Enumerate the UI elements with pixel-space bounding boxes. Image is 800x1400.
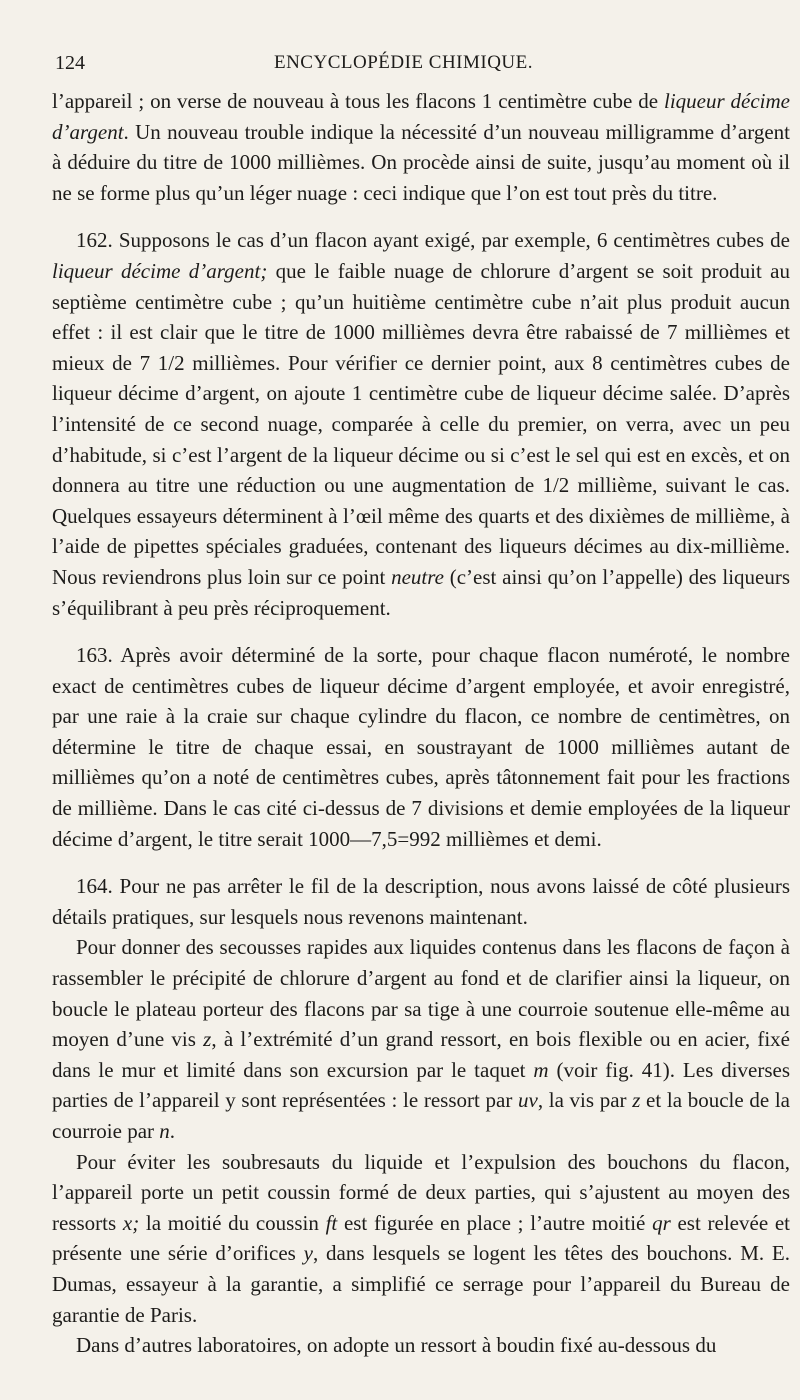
italic-term: m bbox=[533, 1057, 549, 1082]
paragraph bbox=[52, 86, 790, 208]
italic-term: liqueur décime d’argent; bbox=[52, 258, 268, 283]
text-run: . Un nouveau trouble indique la nécessité d’un nouveau milligramme d’argent à déduire du titre de 1000 millièmes. On procède ainsi de suite, jusqu’au moment où il ne se forme plus qu’un léger nuage : ceci indique que l’on est tout près du titre. bbox=[52, 119, 790, 205]
text-run: (voir fig. 41). Les diverses parties de l’appareil y sont représentées : le ressort par bbox=[52, 1057, 790, 1113]
text-run: 163. Après avoir déterminé de la sorte, pour chaque flacon numéroté, le nombre exact de centimètres cubes de liqueur décime d’argent employée, et avoir enregistré, par une raie à la craie sur chaque cylindre du flacon, ce nombre de centimètres, on détermine le titre de chaque essai, en soustrayant de 1000 millièmes autant de millièmes qu’on a noté de centimètres cubes, après tâtonnement fait pour les fractions de millième. Dans le cas cité ci-dessus de 7 divisions et demie employées de la liqueur décime d’argent, le titre serait 1000—7,5=992 millièmes et demi. bbox=[52, 643, 790, 851]
page-header bbox=[55, 52, 752, 82]
text-run: est relevée et présente une série d’orifices bbox=[52, 1210, 790, 1266]
italic-term: liqueur décime d’argent bbox=[52, 89, 791, 144]
italic-term: x; bbox=[122, 1210, 140, 1235]
text-run: 164. Pour ne pas arrêter le fil de la description, nous avons laissé de côté plusieurs détails pratiques, sur lesquels nous revenons maintenant. bbox=[52, 874, 790, 929]
text-run: et la boucle de la courroie par bbox=[52, 1088, 790, 1143]
paragraph bbox=[52, 871, 790, 932]
text-run: que le faible nuage de chlorure d’argent se soit produit au septième centimètre cube ; qu’un huitième centimètre cube n’ait plus produit aucun effet : il est clair que le titre de 1000 millièmes devra être rabaissé de 7 millièmes et mieux de 7 1/2 millièmes. Pour vérifier ce dernier point, aux 8 centimètres cubes de liqueur décime d’argent, on ajoute 1 centimètre cube de liqueur décime salée. D’après l’intensité de ce second nuage, comparée à celle du premier, on verra, avec un peu d’habitude, si c’est l’argent de la liqueur décime ou si c’est le sel qui est en excès, et on donnera au titre une réduction ou une augmentation de 1/2 millième, suivant le cas. Quelques essayeurs déterminent à l’œil même des quarts et des dixièmes de millième, à l’aide de pipettes spéciales graduées, contenant des liqueurs décimes au dix-millième. Nous reviendrons plus loin sur ce point bbox=[52, 258, 790, 589]
text-run: (c’est ainsi qu’on l’appelle) des liqueurs s’équilibrant à peu près réciproquement. bbox=[52, 564, 791, 620]
text-run: Pour éviter les soubresauts du liquide et l’expulsion des bouchons du flacon, l’appareil porte un petit coussin formé de deux parties, qui s’ajustent au moyen des ressorts bbox=[52, 1149, 790, 1235]
paragraph bbox=[52, 1147, 790, 1331]
text-run: 162. Supposons le cas d’un flacon ayant exigé, par exemple, 6 centimètres cubes de bbox=[76, 228, 790, 253]
body-text bbox=[52, 86, 790, 1361]
paragraph bbox=[52, 932, 790, 1146]
text-run: , dans lesquels se logent les têtes des bouchons. M. E. Dumas, essayeur à la garantie, a simplifié ce serrage pour l’appareil du Bureau de garantie de Paris. bbox=[52, 1241, 790, 1327]
text-run: , à l’extrémité d’un grand ressort, en bois flexible ou en acier, fixé dans le mur et limité dans son excursion par le taquet bbox=[52, 1027, 790, 1082]
text-run: Dans d’autres laboratoires, on adopte un ressort à boudin fixé au-dessous du bbox=[76, 1333, 717, 1358]
text-run: l’appareil ; on verse de nouveau à tous les flacons 1 centimètre cube de bbox=[52, 89, 664, 113]
paragraph bbox=[52, 1330, 790, 1361]
italic-term: z bbox=[203, 1027, 212, 1052]
italic-term: neutre bbox=[391, 564, 444, 589]
paragraph bbox=[52, 225, 790, 623]
text-run: la moitié du coussin bbox=[139, 1210, 326, 1235]
italic-term: z bbox=[632, 1088, 641, 1113]
text-run: , la vis par bbox=[537, 1088, 633, 1113]
italic-term: uv bbox=[517, 1088, 538, 1113]
italic-term: n bbox=[159, 1119, 170, 1143]
italic-term: qr bbox=[652, 1210, 671, 1235]
italic-term: ft bbox=[325, 1210, 338, 1235]
italic-term: y bbox=[303, 1241, 313, 1266]
page-number: 124 bbox=[55, 52, 85, 74]
text-run: est figurée en place ; l’autre moitié bbox=[337, 1210, 653, 1235]
text-run: Pour donner des secousses rapides aux liquides contenus dans les flacons de façon à rassembler le précipité de chlorure d’argent au fond et de clarifier ainsi la liqueur, on boucle le plateau porteur des flacons par sa tige à une courroie soutenue elle-même au moyen d’une vis bbox=[52, 935, 790, 1052]
text-run: . bbox=[169, 1119, 176, 1143]
running-head: ENCYCLOPÉDIE CHIMIQUE. bbox=[273, 52, 534, 73]
paragraph bbox=[52, 640, 790, 854]
